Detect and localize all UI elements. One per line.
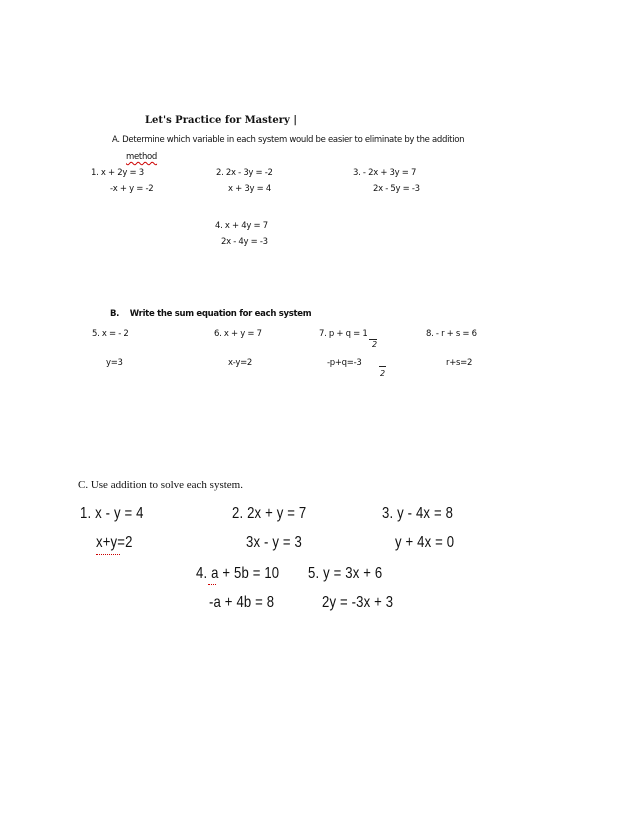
spelling-squiggle — [96, 552, 120, 555]
a-item-1-line1: 1. x + 2y = 3 — [91, 168, 144, 178]
b-item-7-line1-denominator: 2 — [372, 340, 378, 349]
b-item-6-line2: x-y=2 — [228, 358, 253, 368]
a-item-3-line1: 3. - 2x + 3y = 7 — [353, 168, 417, 178]
c-item-4-line2: -a + 4b = 8 — [209, 594, 275, 611]
b-item-6-line1: 6. x + y = 7 — [214, 329, 262, 339]
c-item-5-line1: 5. y = 3x + 6 — [308, 565, 383, 582]
b-item-8-line2: r+s=2 — [446, 358, 473, 368]
c-item-1-line1: 1. x - y = 4 — [80, 505, 144, 522]
section-b-instruction: B. Write the sum equation for each system — [110, 309, 312, 319]
section-a-instruction: A. Determine which variable in each system would be easier to eliminate by the addition — [112, 135, 465, 145]
b-item-7-line2: -p+q=-3 — [327, 358, 362, 368]
b-item-8-line1: 8. - r + s = 6 — [426, 329, 477, 339]
b-item-7-line2-denominator: 2 — [380, 369, 386, 378]
a-item-4-line1: 4. x + 4y = 7 — [215, 221, 268, 231]
b-item-5-line1: 5. x = - 2 — [92, 329, 129, 339]
a-item-1-line2: -x + y = -2 — [110, 184, 154, 194]
fraction-bar — [369, 339, 377, 340]
c-item-2-line2: 3x - y = 3 — [246, 534, 302, 551]
section-a-title: Let's Practice for Mastery | — [145, 115, 297, 126]
spelling-squiggle — [208, 582, 216, 585]
b-item-5-line2: y=3 — [106, 358, 123, 368]
b-item-7-line1: 7. p + q = 1 — [319, 329, 368, 339]
c-item-3-line1: 3. y - 4x = 8 — [382, 505, 454, 522]
a-item-4-line2: 2x - 4y = -3 — [221, 237, 268, 247]
section-a-instruction-cont: method — [126, 152, 158, 162]
c-item-1-line2: x+y=2 — [96, 534, 133, 551]
a-item-2-line1: 2. 2x - 3y = -2 — [216, 168, 273, 178]
a-item-2-line2: x + 3y = 4 — [228, 184, 271, 194]
c-item-3-line2: y + 4x = 0 — [395, 534, 455, 551]
a-item-3-line2: 2x - 5y = -3 — [373, 184, 420, 194]
c-item-4-line1: 4. a + 5b = 10 — [196, 565, 280, 582]
c-item-5-line2: 2y = -3x + 3 — [322, 594, 394, 611]
c-item-2-line1: 2. 2x + y = 7 — [232, 505, 307, 522]
fraction-bar — [379, 366, 386, 367]
section-c-instruction: C. Use addition to solve each system. — [78, 479, 243, 491]
